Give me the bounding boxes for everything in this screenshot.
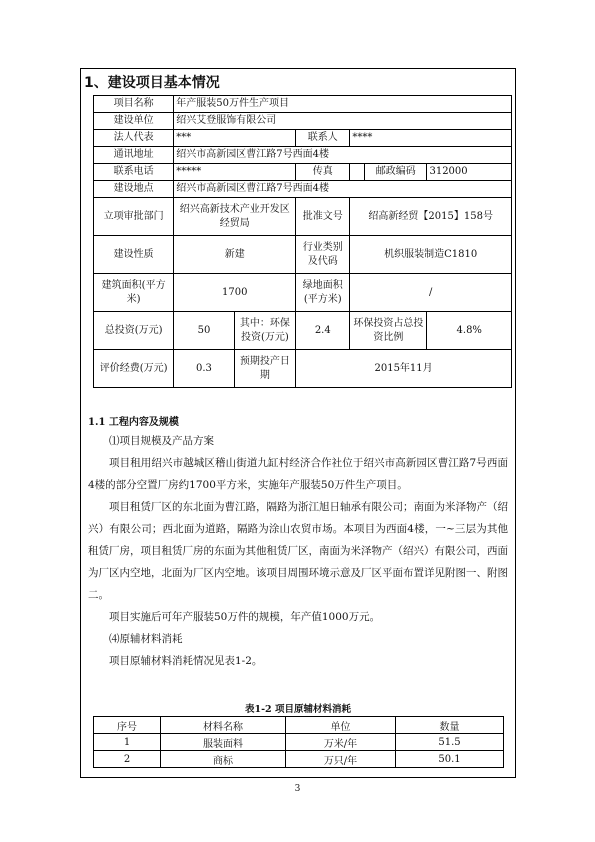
- table-cell: 服装面料: [161, 734, 286, 751]
- legal-label: 法人代表: [94, 130, 174, 147]
- env-invest-value: 2.4: [296, 312, 350, 350]
- page-number: 3: [294, 784, 301, 794]
- postcode-value: 312000: [427, 164, 512, 181]
- industry-value: 机织服装制造C1810: [350, 236, 512, 274]
- materials-table: [93, 716, 504, 768]
- contact-value: ****: [350, 130, 512, 147]
- table-cell: 51.5: [396, 734, 504, 751]
- legal-value: ***: [174, 130, 296, 147]
- section-title: 1、建设项目基本情况: [84, 75, 220, 91]
- paragraph: ⑷原辅材料消耗: [109, 633, 183, 645]
- table-cell: 2: [94, 751, 161, 768]
- header-cell: 数量: [396, 717, 504, 734]
- header-cell: 单位: [286, 717, 396, 734]
- header-cell: 序号: [94, 717, 161, 734]
- nature-label: 建设性质: [94, 236, 174, 274]
- investment-label: 总投资(万元): [94, 312, 174, 350]
- paragraph: ⑴项目规模及产品方案: [109, 435, 214, 447]
- table-row: [94, 751, 504, 768]
- table-row: [94, 734, 504, 751]
- address-value: 绍兴市高新园区曹江路7号西面4楼: [174, 147, 512, 164]
- project-info-table: [93, 95, 512, 388]
- floor-area-label: 建筑面积(平方米): [94, 274, 174, 312]
- table-cell: 50.1: [396, 751, 504, 768]
- env-invest-label: 其中：环保投资(万元): [234, 312, 295, 350]
- nature-value: 新建: [174, 236, 296, 274]
- start-date-label: 预期投产日期: [234, 350, 295, 388]
- address-label: 通讯地址: [94, 147, 174, 164]
- paragraph: 项目租用绍兴市越城区稽山街道九缸村经济合作社位于绍兴市高新园区曹江路7号西面4楼的部分空置厂房约1700平方米，实施年产服装50万件生产项目。: [88, 457, 508, 491]
- approval-dept-label: 立项审批部门: [94, 198, 174, 236]
- green-area-value: /: [350, 274, 512, 312]
- fax-value: [350, 164, 365, 181]
- approval-no-label: 批准文号: [296, 198, 350, 236]
- industry-label: 行业类别及代码: [296, 236, 350, 274]
- table-header-row: [94, 717, 504, 734]
- approval-dept-value: 绍兴高新技术产业开发区经贸局: [174, 198, 296, 236]
- table-caption: 表1-2 项目原辅材料消耗: [245, 704, 351, 715]
- assess-fee-label: 评价经费(万元): [94, 350, 174, 388]
- start-date-value: 2015年11月: [296, 350, 512, 388]
- phone-value: *****: [174, 164, 296, 181]
- floor-area-value: 1700: [174, 274, 296, 312]
- body-text: [88, 430, 508, 672]
- phone-label: 联系电话: [94, 164, 174, 181]
- green-area-label: 绿地面积(平方米): [296, 274, 350, 312]
- project-name: 年产服装50万件生产项目: [174, 96, 512, 113]
- contact-label: 联系人: [296, 130, 350, 147]
- paragraph: 项目实施后可年产服装50万件的规模，年产值1000万元。: [109, 611, 381, 623]
- postcode-label: 邮政编码: [364, 164, 427, 181]
- table-cell: 商标: [161, 751, 286, 768]
- table-cell: 万米/年: [286, 734, 396, 751]
- investment-value: 50: [174, 312, 234, 350]
- approval-no-value: 绍高新经贸【2015】158号: [350, 198, 512, 236]
- assess-fee-value: 0.3: [174, 350, 234, 388]
- fax-label: 传真: [296, 164, 350, 181]
- heading-1-1: 1.1 工程内容及规模: [88, 417, 179, 428]
- paragraph: 项目租赁厂区的东北面为曹江路，隔路为浙江旭日轴承有限公司；南面为米泽物产（绍兴）有限公司；西北面为道路，隔路为涂山农贸市场。本项目为西面4楼，一~三层为其他租赁厂房，项目租赁厂房的东面为其他租赁厂区，南面为米泽物产（绍兴）有限公司，西面为厂区内空地，北面为厂区内空地。该项目周围环境示意及厂区平面布置详见附图一、附图二。: [88, 501, 508, 601]
- unit-value: 绍兴艾登服饰有限公司: [174, 113, 512, 130]
- site-value: 绍兴市高新园区曹江路7号西面4楼: [174, 181, 512, 198]
- env-ratio-label: 环保投资占总投资比例: [350, 312, 427, 350]
- unit-label: 建设单位: [94, 113, 174, 130]
- env-ratio-value: 4.8%: [427, 312, 512, 350]
- project-name-label: 项目名称: [94, 96, 174, 113]
- table-cell: 万只/年: [286, 751, 396, 768]
- table-cell: 1: [94, 734, 161, 751]
- site-label: 建设地点: [94, 181, 174, 198]
- header-cell: 材料名称: [161, 717, 286, 734]
- paragraph: 项目原辅材料消耗情况见表1-2。: [109, 655, 263, 667]
